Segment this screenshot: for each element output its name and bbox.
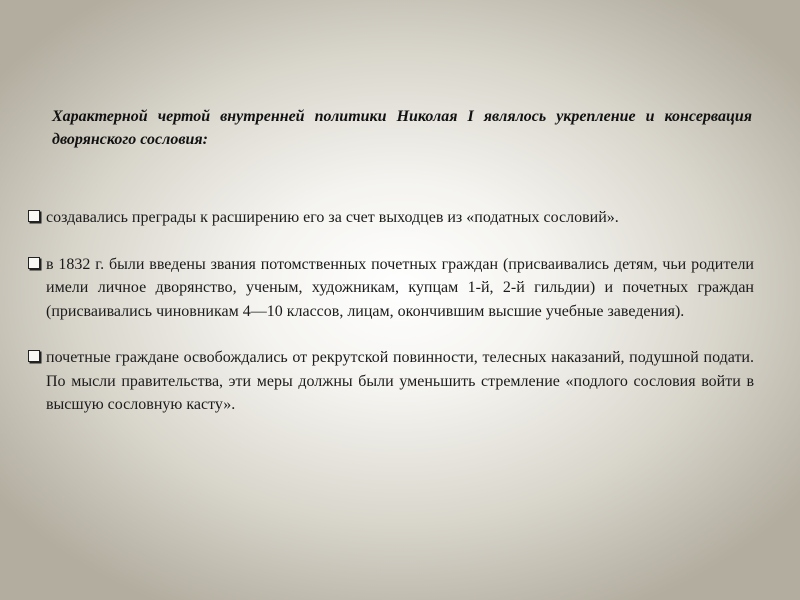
bullet-item bbox=[26, 206, 754, 230]
bullet-text: создавались преграды к расширению его за счет выходцев из «податных сословий». bbox=[46, 209, 619, 226]
bullet-text: почетные граждане освобождались от рекрутской повинности, телесных наказаний, подушной подати. По мысли правительства, эти меры должны были уменьшить стремление «подлого сословия войти в высшую сословную касту». bbox=[46, 349, 754, 413]
bullet-item bbox=[26, 346, 754, 417]
bullet-text: в 1832 г. были введены звания потомственных почетных граждан (присваивались детям, чьи родители имели личное дворянство, ученым, художникам, купцам 1-й, 2-й гильдии) и почетных граждан (присваивались чиновникам 4—10 классов, лицам, окончившим высшие учебные заведения). bbox=[46, 255, 754, 320]
bullet-list bbox=[26, 206, 754, 440]
slide-heading: Характерной чертой внутренней политики Николая I являлось укрепление и консервация дворянского сословия: bbox=[52, 108, 752, 148]
checkbox-bullet-icon bbox=[28, 257, 40, 269]
bullet-item bbox=[26, 253, 754, 324]
checkbox-bullet-icon bbox=[28, 350, 40, 362]
checkbox-bullet-icon bbox=[28, 210, 40, 222]
